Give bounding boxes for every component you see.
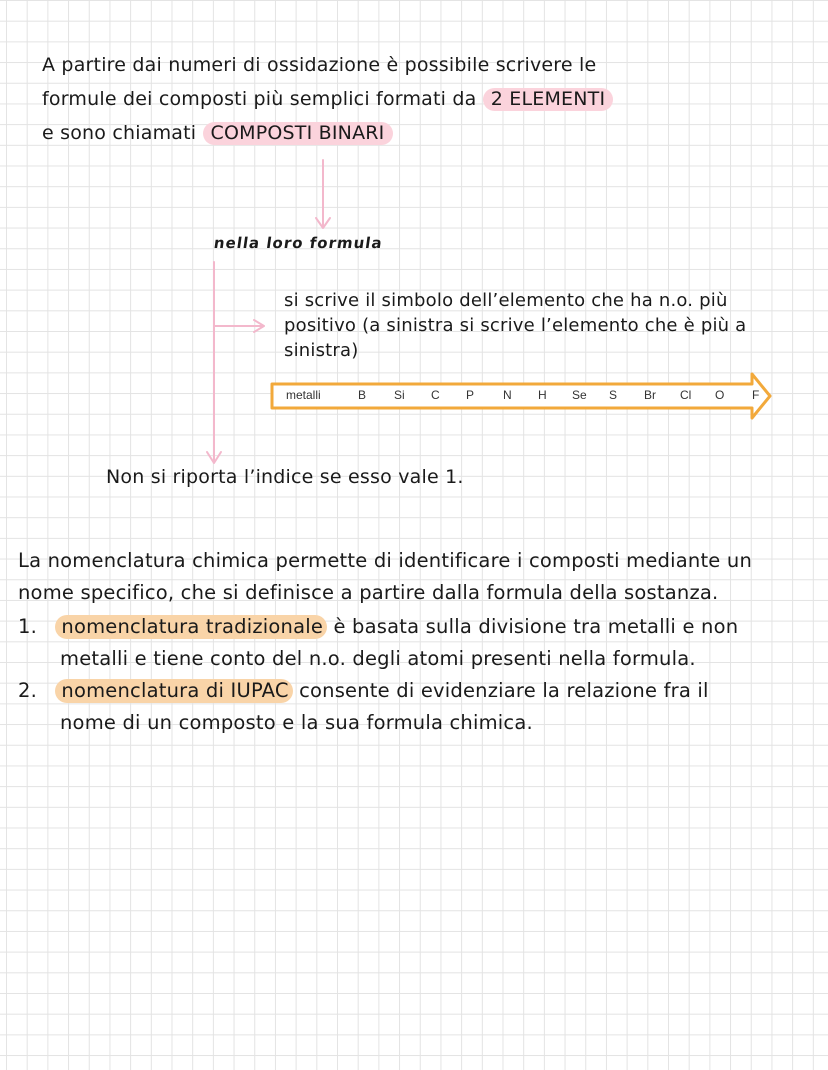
highlight-nomenclatura-iupac: nomenclatura di IUPAC bbox=[55, 679, 292, 703]
intro-line-1: A partire dai numeri di ossidazione è possibile scrivere le bbox=[42, 54, 597, 76]
rule-line-3: sinistra) bbox=[284, 340, 359, 361]
list-item-1-line-2: metalli e tiene conto del n.o. degli atomi presenti nella formula. bbox=[60, 647, 696, 670]
scale-item: H bbox=[538, 388, 547, 402]
list-item-2-line-2: nome di un composto e la sua formula chimica. bbox=[60, 711, 533, 734]
rule-line-2: positivo (a sinistra si scrive l’elemento che è più a bbox=[284, 315, 747, 336]
intro-line-2-text: formule dei composti più semplici formati da bbox=[42, 88, 477, 110]
scale-item: F bbox=[752, 388, 760, 402]
list-item-1 bbox=[18, 614, 738, 640]
scale-item: Cl bbox=[680, 388, 692, 402]
handwritten-annotation: nella loro formula bbox=[212, 234, 384, 252]
highlight-nomenclatura-tradizionale: nomenclatura tradizionale bbox=[55, 615, 327, 639]
list-item-1-text: è basata sulla divisione tra metalli e non bbox=[333, 615, 739, 638]
list-item-2 bbox=[18, 678, 709, 704]
scale-item: B bbox=[358, 388, 367, 402]
intro-line-3 bbox=[42, 120, 393, 146]
intro-line-3-text: e sono chiamati bbox=[42, 122, 197, 144]
scale-item: O bbox=[715, 388, 725, 402]
scale-item: Si bbox=[394, 388, 405, 402]
scale-item: Se bbox=[572, 388, 587, 402]
scale-item: S bbox=[609, 388, 618, 402]
intro-line-2 bbox=[42, 86, 613, 112]
scale-item: P bbox=[466, 388, 475, 402]
list-number-2: 2. bbox=[18, 679, 38, 702]
scale-item: C bbox=[431, 388, 440, 402]
nomenclature-intro-line-1: La nomenclatura chimica permette di identificare i composti mediante un bbox=[18, 549, 753, 572]
nomenclature-intro-line-2: nome specifico, che si definisce a partire dalla formula della sostanza. bbox=[18, 581, 719, 604]
scale-item: Br bbox=[644, 388, 656, 402]
scale-item: metalli bbox=[286, 388, 321, 402]
scale-item: N bbox=[503, 388, 512, 402]
electronegativity-scale bbox=[272, 378, 770, 416]
index-note: Non si riporta l’indice se esso vale 1. bbox=[106, 466, 464, 488]
rule-line-1: si scrive il simbolo dell’elemento che ha n.o. più bbox=[284, 290, 728, 311]
list-item-2-text: consente di evidenziare la relazione fra il bbox=[299, 679, 709, 702]
highlight-composti-binari: COMPOSTI BINARI bbox=[203, 122, 393, 145]
highlight-2-elementi: 2 ELEMENTI bbox=[483, 88, 614, 111]
list-number-1: 1. bbox=[18, 615, 38, 638]
